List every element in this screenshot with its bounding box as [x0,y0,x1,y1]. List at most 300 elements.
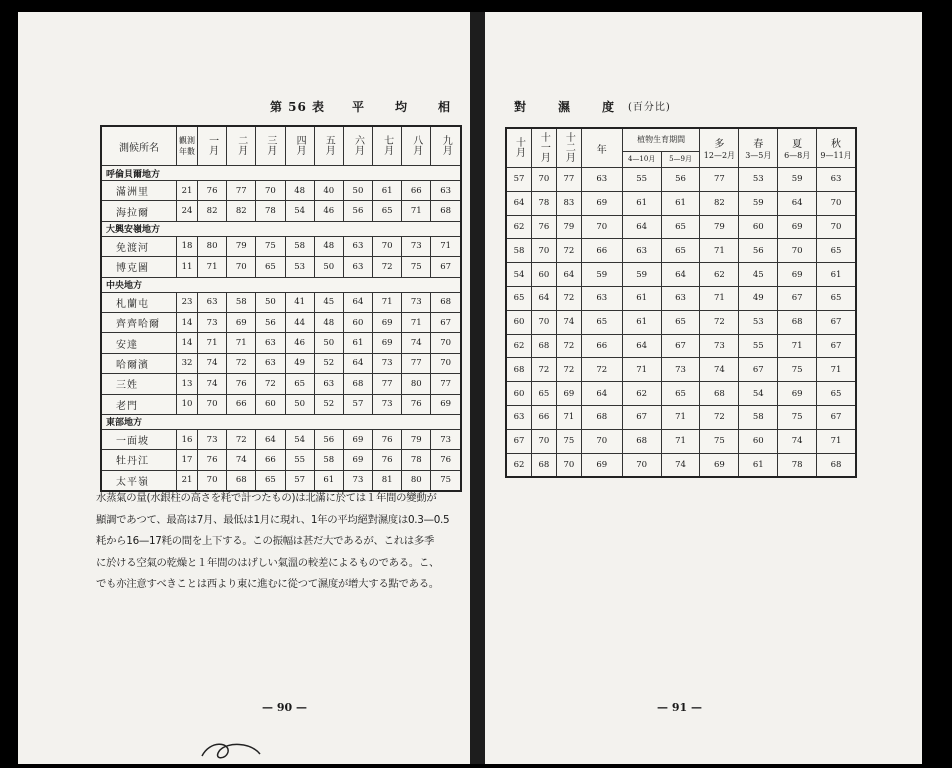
table-row [101,333,461,353]
header-month-label: 十一月 [538,131,550,162]
humidity-value: 70 [556,453,581,477]
humidity-value: 71 [373,292,402,312]
humidity-value: 68 [778,310,817,334]
humidity-value: 69 [431,394,461,414]
humidity-value: 67 [817,310,856,334]
humidity-value: 73 [700,334,739,358]
header-growing-sub: 5—9月 [661,151,700,167]
humidity-value: 67 [622,405,661,429]
humidity-value: 57 [506,168,531,192]
table-row [506,310,856,334]
humidity-value: 62 [506,215,531,239]
header-month [343,126,372,166]
humidity-value: 67 [739,358,778,382]
humidity-value: 77 [556,168,581,192]
humidity-value: 77 [402,353,431,373]
observation-years: 24 [177,201,198,221]
station-name: 牡丹江 [101,450,177,470]
humidity-value: 74 [402,333,431,353]
humidity-value: 73 [402,236,431,256]
header-month-label: 三月 [264,134,276,155]
humidity-value: 77 [373,374,402,394]
table-row [101,429,461,449]
header-growing-period: 植物生育期間 [622,128,700,151]
humidity-value: 53 [285,257,314,277]
humidity-value: 70 [531,239,556,263]
humidity-value: 77 [227,181,256,201]
table-row [506,405,856,429]
humidity-value: 65 [661,239,700,263]
humidity-value: 73 [198,312,227,332]
humidity-value: 70 [778,239,817,263]
humidity-value: 41 [285,292,314,312]
humidity-value: 71 [198,333,227,353]
humidity-value: 66 [402,181,431,201]
humidity-value: 58 [285,236,314,256]
title-char-2: 均 [395,100,409,114]
humidity-value: 68 [227,470,256,491]
humidity-value: 76 [373,429,402,449]
humidity-value: 82 [227,201,256,221]
header-month-label: 八月 [410,134,422,155]
station-name: 海拉爾 [101,201,177,221]
header-month [556,128,581,168]
humidity-value: 76 [227,374,256,394]
humidity-value: 65 [531,382,556,406]
humidity-value: 50 [256,292,285,312]
humidity-value: 65 [285,374,314,394]
humidity-value: 72 [556,239,581,263]
table-row [506,191,856,215]
humidity-value: 54 [285,201,314,221]
humidity-value: 70 [227,257,256,277]
humidity-value: 61 [343,333,372,353]
humidity-value: 67 [817,334,856,358]
humidity-value: 73 [373,394,402,414]
humidity-value: 63 [661,286,700,310]
humidity-value: 74 [198,374,227,394]
humidity-value: 74 [227,450,256,470]
humidity-value: 62 [506,334,531,358]
humidity-value: 49 [739,286,778,310]
observation-years: 23 [177,292,198,312]
humidity-value: 63 [198,292,227,312]
table-row [506,215,856,239]
humidity-value: 67 [661,334,700,358]
station-name: 三姓 [101,374,177,394]
humidity-value: 64 [581,382,622,406]
humidity-value: 83 [556,191,581,215]
title-char-6: 度 [602,100,616,114]
humidity-value: 73 [373,353,402,373]
humidity-value: 53 [739,168,778,192]
observation-years: 32 [177,353,198,373]
header-season-name: 夏 [792,139,803,150]
humidity-value: 65 [256,257,285,277]
humidity-value: 68 [700,382,739,406]
humidity-value: 66 [256,450,285,470]
humidity-value: 60 [506,382,531,406]
table-row [101,374,461,394]
header-years-line1: 觀測 [179,136,195,145]
header-year: 年 [581,128,622,168]
observation-years: 21 [177,181,198,201]
humidity-value: 78 [531,191,556,215]
station-name: 太平嶺 [101,470,177,491]
humidity-value: 59 [739,191,778,215]
humidity-value: 71 [661,429,700,453]
humidity-value: 71 [556,405,581,429]
humidity-value: 73 [431,429,461,449]
humidity-value: 58 [506,239,531,263]
humidity-value: 76 [198,450,227,470]
humidity-value: 72 [556,358,581,382]
humidity-value: 62 [700,263,739,287]
humidity-value: 71 [661,405,700,429]
book-gutter [470,12,485,764]
humidity-value: 57 [343,394,372,414]
humidity-value: 69 [556,382,581,406]
humidity-value: 57 [285,470,314,491]
humidity-value: 68 [817,453,856,477]
humidity-value: 64 [622,215,661,239]
humidity-value: 70 [531,429,556,453]
humidity-value: 63 [431,181,461,201]
humidity-value: 78 [402,450,431,470]
left-table-header [101,126,461,166]
humidity-value: 68 [622,429,661,453]
left-humidity-table [100,125,462,492]
header-growing-sub: 4—10月 [622,151,661,167]
table-row [101,236,461,256]
header-month [531,128,556,168]
humidity-value: 61 [817,263,856,287]
humidity-value: 73 [402,292,431,312]
humidity-value: 50 [314,257,343,277]
humidity-value: 58 [314,450,343,470]
observation-years: 11 [177,257,198,277]
table-row [101,312,461,332]
station-name: 老門 [101,394,177,414]
region-name: 呼倫貝爾地方 [101,166,461,181]
humidity-value: 64 [343,353,372,373]
humidity-value: 63 [581,168,622,192]
header-month [256,126,285,166]
humidity-value: 69 [581,191,622,215]
humidity-value: 75 [556,429,581,453]
header-month [227,126,256,166]
humidity-value: 71 [431,236,461,256]
humidity-value: 54 [506,263,531,287]
humidity-value: 69 [778,263,817,287]
humidity-value: 70 [817,191,856,215]
humidity-value: 69 [343,450,372,470]
station-name: 哈爾濱 [101,353,177,373]
table-row [506,168,856,192]
humidity-value: 64 [622,334,661,358]
humidity-value: 65 [373,201,402,221]
table-row [506,358,856,382]
humidity-value: 61 [622,286,661,310]
humidity-value: 61 [314,470,343,491]
humidity-value: 69 [700,453,739,477]
humidity-value: 78 [778,453,817,477]
station-name: 札蘭屯 [101,292,177,312]
paragraph-line: 顯調であつて、最高は7月、最低は1月に現れ、1年の平均絕對濕度は0.3—0.5 [96,513,450,526]
header-season-name: 多 [714,139,725,150]
humidity-value: 67 [506,429,531,453]
humidity-value: 63 [506,405,531,429]
humidity-value: 74 [556,310,581,334]
region-row [101,166,461,181]
station-name: 博克圖 [101,257,177,277]
humidity-value: 60 [739,429,778,453]
humidity-value: 76 [402,394,431,414]
humidity-value: 56 [343,201,372,221]
region-name: 中央地方 [101,277,461,292]
humidity-value: 66 [227,394,256,414]
header-month [431,126,461,166]
humidity-value: 66 [581,334,622,358]
humidity-value: 79 [700,215,739,239]
humidity-value: 64 [506,191,531,215]
humidity-value: 49 [285,353,314,373]
humidity-value: 75 [778,405,817,429]
pen-scribble [200,738,270,762]
table-row [506,453,856,477]
humidity-value: 75 [431,470,461,491]
station-name: 安達 [101,333,177,353]
header-month [373,126,402,166]
humidity-value: 80 [402,470,431,491]
humidity-value: 63 [581,286,622,310]
paragraph-line: でも亦注意すべきことは西より東に進むに從つて濕度が增大する點である。 [96,578,439,590]
header-station-name: 測候所名 [101,126,177,166]
humidity-value: 56 [661,168,700,192]
humidity-value: 79 [402,429,431,449]
humidity-value: 70 [256,181,285,201]
humidity-value: 65 [256,470,285,491]
humidity-value: 68 [531,453,556,477]
humidity-value: 60 [739,215,778,239]
humidity-value: 76 [431,450,461,470]
humidity-value: 74 [700,358,739,382]
humidity-value: 62 [506,453,531,477]
humidity-value: 64 [531,286,556,310]
humidity-value: 67 [817,405,856,429]
humidity-value: 75 [402,257,431,277]
humidity-value: 60 [343,312,372,332]
table-row [506,382,856,406]
humidity-value: 61 [661,191,700,215]
humidity-value: 56 [739,239,778,263]
humidity-value: 69 [373,333,402,353]
humidity-value: 68 [531,334,556,358]
humidity-value: 69 [373,312,402,332]
header-month [314,126,343,166]
humidity-value: 63 [256,353,285,373]
title-unit: (百分比) [628,102,671,113]
humidity-value: 61 [373,181,402,201]
humidity-value: 76 [531,215,556,239]
table-label: 第 56 表 [270,100,326,114]
humidity-value: 71 [227,333,256,353]
humidity-value: 72 [227,353,256,373]
humidity-value: 68 [343,374,372,394]
right-humidity-table [505,127,857,478]
page-number-right: — 91 — [657,701,702,714]
humidity-value: 56 [314,429,343,449]
humidity-value: 55 [739,334,778,358]
header-month-label: 五月 [323,134,335,155]
humidity-value: 58 [227,292,256,312]
humidity-value: 71 [622,358,661,382]
header-month [198,126,227,166]
humidity-value: 74 [198,353,227,373]
header-season [817,128,856,168]
humidity-value: 73 [343,470,372,491]
header-month [402,126,431,166]
humidity-value: 66 [581,239,622,263]
humidity-value: 50 [314,333,343,353]
humidity-value: 54 [739,382,778,406]
header-season-range: 9—11月 [820,151,852,160]
humidity-value: 72 [373,257,402,277]
humidity-value: 71 [700,239,739,263]
humidity-value: 59 [778,168,817,192]
humidity-value: 70 [198,394,227,414]
humidity-value: 68 [581,405,622,429]
humidity-value: 61 [739,453,778,477]
humidity-value: 65 [817,382,856,406]
observation-years: 16 [177,429,198,449]
body-paragraph [96,488,468,596]
humidity-value: 45 [739,263,778,287]
humidity-value: 45 [314,292,343,312]
table-row [506,286,856,310]
humidity-value: 61 [622,191,661,215]
table-row [101,353,461,373]
humidity-value: 71 [198,257,227,277]
humidity-value: 62 [622,382,661,406]
humidity-value: 48 [314,236,343,256]
humidity-value: 65 [817,239,856,263]
humidity-value: 53 [739,310,778,334]
observation-years: 21 [177,470,198,491]
region-row [101,414,461,429]
humidity-value: 63 [622,239,661,263]
humidity-value: 54 [285,429,314,449]
region-name: 大興安嶺地方 [101,221,461,236]
humidity-value: 81 [373,470,402,491]
humidity-value: 68 [506,358,531,382]
station-name: 滿洲里 [101,181,177,201]
humidity-value: 82 [700,191,739,215]
observation-years: 17 [177,450,198,470]
humidity-value: 73 [661,358,700,382]
humidity-value: 66 [531,405,556,429]
humidity-value: 55 [622,168,661,192]
humidity-value: 67 [431,257,461,277]
humidity-value: 67 [431,312,461,332]
paragraph-line: 水蒸氣の量(水銀柱の高さを粍で計つたもの)は北滿に於ては１年間の變動が [96,492,437,504]
humidity-value: 65 [661,215,700,239]
humidity-value: 65 [581,310,622,334]
humidity-value: 69 [778,382,817,406]
humidity-value: 58 [739,405,778,429]
humidity-value: 75 [778,358,817,382]
humidity-value: 71 [402,312,431,332]
humidity-value: 50 [285,394,314,414]
humidity-value: 72 [700,310,739,334]
humidity-value: 56 [256,312,285,332]
humidity-value: 75 [256,236,285,256]
humidity-value: 71 [402,201,431,221]
humidity-value: 71 [700,286,739,310]
humidity-value: 64 [661,263,700,287]
humidity-value: 76 [373,450,402,470]
header-month-label: 十二月 [563,131,575,162]
humidity-value: 72 [256,374,285,394]
humidity-value: 52 [314,353,343,373]
humidity-value: 70 [373,236,402,256]
humidity-value: 59 [581,263,622,287]
humidity-value: 72 [531,358,556,382]
header-season [739,128,778,168]
table-row [101,181,461,201]
humidity-value: 64 [343,292,372,312]
title-char-1: 平 [352,100,366,114]
humidity-value: 70 [431,353,461,373]
humidity-value: 72 [556,334,581,358]
humidity-value: 68 [431,201,461,221]
humidity-value: 75 [700,429,739,453]
humidity-value: 70 [531,310,556,334]
humidity-value: 73 [198,429,227,449]
header-observation-years [177,126,198,166]
humidity-value: 63 [817,168,856,192]
header-season-name: 秋 [831,139,842,150]
humidity-value: 72 [556,286,581,310]
humidity-value: 69 [227,312,256,332]
table-row [506,429,856,453]
humidity-value: 71 [817,429,856,453]
observation-years: 18 [177,236,198,256]
region-row [101,277,461,292]
humidity-value: 65 [661,382,700,406]
humidity-value: 70 [431,333,461,353]
humidity-value: 72 [700,405,739,429]
humidity-value: 70 [531,168,556,192]
header-years-line2: 年數 [179,147,195,156]
paragraph-line: 粍から16—17粍の間を上下する。この振幅は甚だ大であるが、これは多季 [96,535,435,547]
header-month-label: 一月 [206,134,218,155]
table-row [101,394,461,414]
humidity-value: 79 [227,236,256,256]
humidity-value: 74 [778,429,817,453]
humidity-value: 44 [285,312,314,332]
observation-years: 14 [177,312,198,332]
humidity-value: 63 [343,257,372,277]
humidity-value: 82 [198,201,227,221]
humidity-value: 64 [256,429,285,449]
humidity-value: 59 [622,263,661,287]
humidity-value: 55 [285,450,314,470]
observation-years: 13 [177,374,198,394]
humidity-value: 63 [256,333,285,353]
humidity-value: 60 [256,394,285,414]
humidity-value: 67 [778,286,817,310]
